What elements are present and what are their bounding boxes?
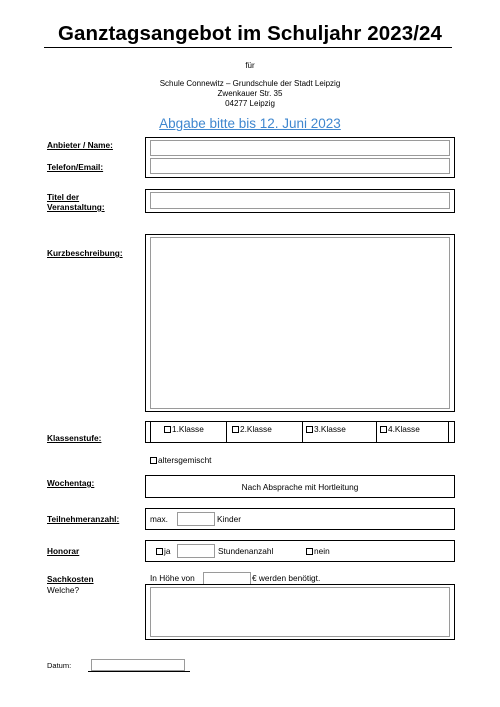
checkbox-icon[interactable] [306,426,313,433]
wochentag-value: Nach Absprache mit Hortleitung [241,482,359,492]
teilnehmer-prefix: max. [150,514,168,524]
checkbox-icon[interactable] [380,426,387,433]
titel-box [145,189,455,213]
checkbox-icon[interactable] [306,548,313,555]
school-name: Schule Connewitz – Grundschule der Stadt Leipzig [159,79,341,88]
teilnehmer-suffix: Kinder [217,514,241,524]
title-underline [44,47,452,48]
honorar-box [145,540,455,562]
sachkosten-prefix: In Höhe von [150,573,195,583]
titel-label-line2: Veranstaltung: [47,202,105,212]
checkbox-icon[interactable] [232,426,239,433]
honorar-ja-option[interactable]: ja [156,545,170,557]
titel-field[interactable] [150,192,450,209]
anbieter-field[interactable] [150,140,450,156]
kurzbeschreibung-label: Kurzbeschreibung: [47,248,123,258]
klassenstufe-box [145,421,455,443]
anbieter-label: Anbieter / Name: [47,140,113,150]
telefon-label: Telefon/Email: [47,162,104,172]
sachkosten-label: Sachkosten [47,574,94,584]
honorar-nein-option[interactable]: nein [306,545,330,557]
sachkosten-suffix: € werden benötigt. [252,573,321,583]
school-city: 04277 Leipzig [225,99,275,108]
checkbox-icon[interactable] [150,457,157,464]
page-title: Ganztagsangebot im Schuljahr 2023/24 [57,22,443,45]
kurzbeschreibung-field[interactable] [150,237,450,409]
stundenanzahl-label: Stundenanzahl [218,546,274,556]
welche-field[interactable] [150,587,450,637]
checkbox-icon[interactable] [156,548,163,555]
teilnehmer-label: Teilnehmeranzahl: [47,514,120,524]
wochentag-label: Wochentag: [47,478,95,488]
deadline-link[interactable]: Abgabe bitte bis 12. Juni 2023 [159,116,341,131]
contact-box [145,137,455,178]
klasse-2-option[interactable]: 2.Klasse [232,423,272,435]
wochentag-box[interactable] [145,475,455,498]
titel-label-line1: Titel der [47,192,80,202]
teilnehmer-max-input[interactable] [177,512,215,526]
klassenstufe-label: Klassenstufe: [47,433,102,443]
klasse-3-option[interactable]: 3.Klasse [306,423,346,435]
klasse-4-option[interactable]: 4.Klasse [380,423,420,435]
teilnehmer-box [145,508,455,530]
welche-box [145,584,455,640]
datum-label: Datum: [47,661,72,670]
altersgemischt-option[interactable]: altersgemischt [150,454,212,466]
datum-underline [88,671,190,672]
stundenanzahl-input[interactable] [177,544,215,558]
datum-field[interactable] [91,659,185,671]
honorar-label: Honorar [47,546,80,556]
klasse-1-option[interactable]: 1.Klasse [164,423,204,435]
checkbox-icon[interactable] [164,426,171,433]
telefon-field[interactable] [150,158,450,174]
school-street: Zwenkauer Str. 35 [217,89,283,98]
kurzbeschreibung-box [145,234,455,412]
welche-label: Welche? [47,585,80,595]
fuer-text: für [245,61,255,70]
